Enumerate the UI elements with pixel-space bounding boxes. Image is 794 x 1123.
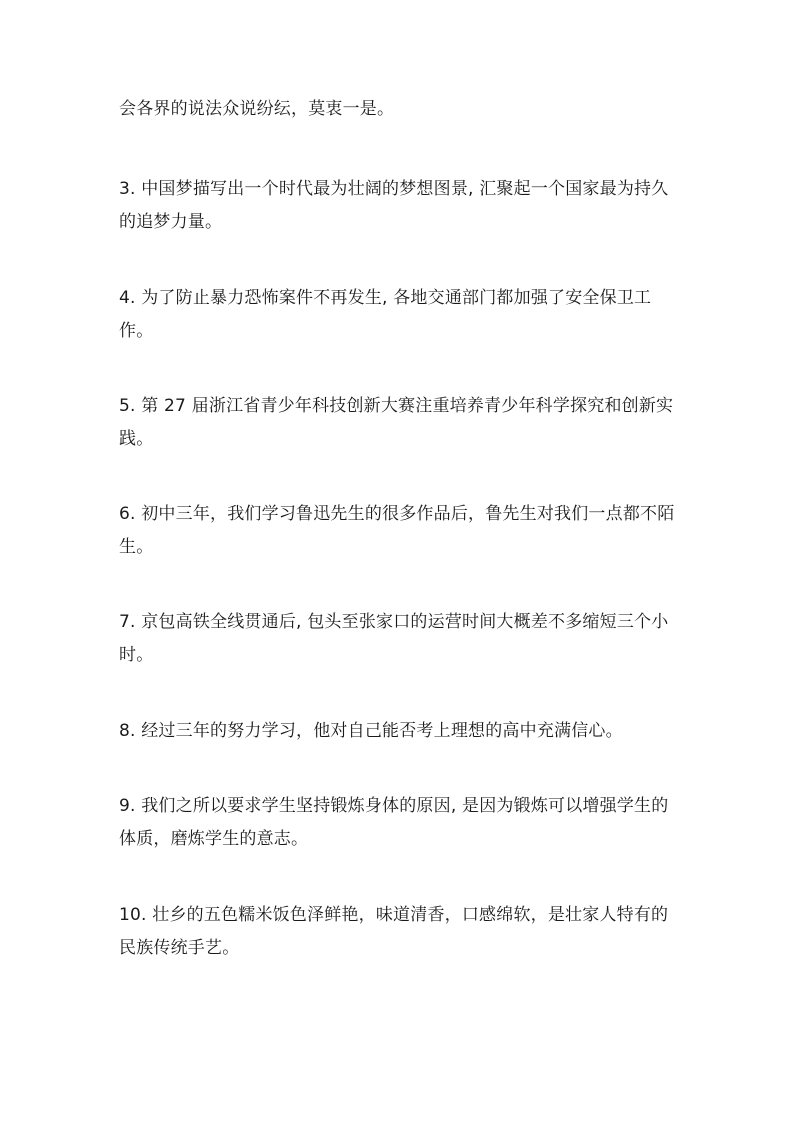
sentence-7: 7. 京包高铁全线贯通后, 包头至张家口的运营时间大概差不多缩短三个小时。	[119, 612, 669, 665]
sentence-4: 4. 为了防止暴力恐怖案件不再发生, 各地交通部门都加强了安全保卫工作。	[119, 288, 652, 341]
sentence-10: 10. 壮乡的五色糯米饭色泽鲜艳，味道清香，口感绵软，是壮家人特有的民族传统手艺。	[119, 905, 669, 958]
sentence-8: 8. 经过三年的努力学习，他对自己能否考上理想的高中充满信心。	[119, 721, 623, 741]
sentence-9: 9. 我们之所以要求学生坚持锻炼身体的原因, 是因为锻炼可以增强学生的体质，磨炼学生的意志。	[119, 796, 669, 849]
sentence-6: 6. 初中三年，我们学习鲁迅先生的很多作品后，鲁先生对我们一点都不陌生。	[119, 504, 675, 557]
paragraph-continuation: 会各界的说法众说纷纭，莫衷一是。	[119, 99, 395, 119]
sentence-5: 5. 第 27 届浙江省青少年科技创新大赛注重培养青少年科学探究和创新实践。	[119, 396, 674, 449]
sentence-3: 3. 中国梦描写出一个时代最为壮阔的梦想图景, 汇聚起一个国家最为持久的追梦力量。	[119, 179, 669, 232]
